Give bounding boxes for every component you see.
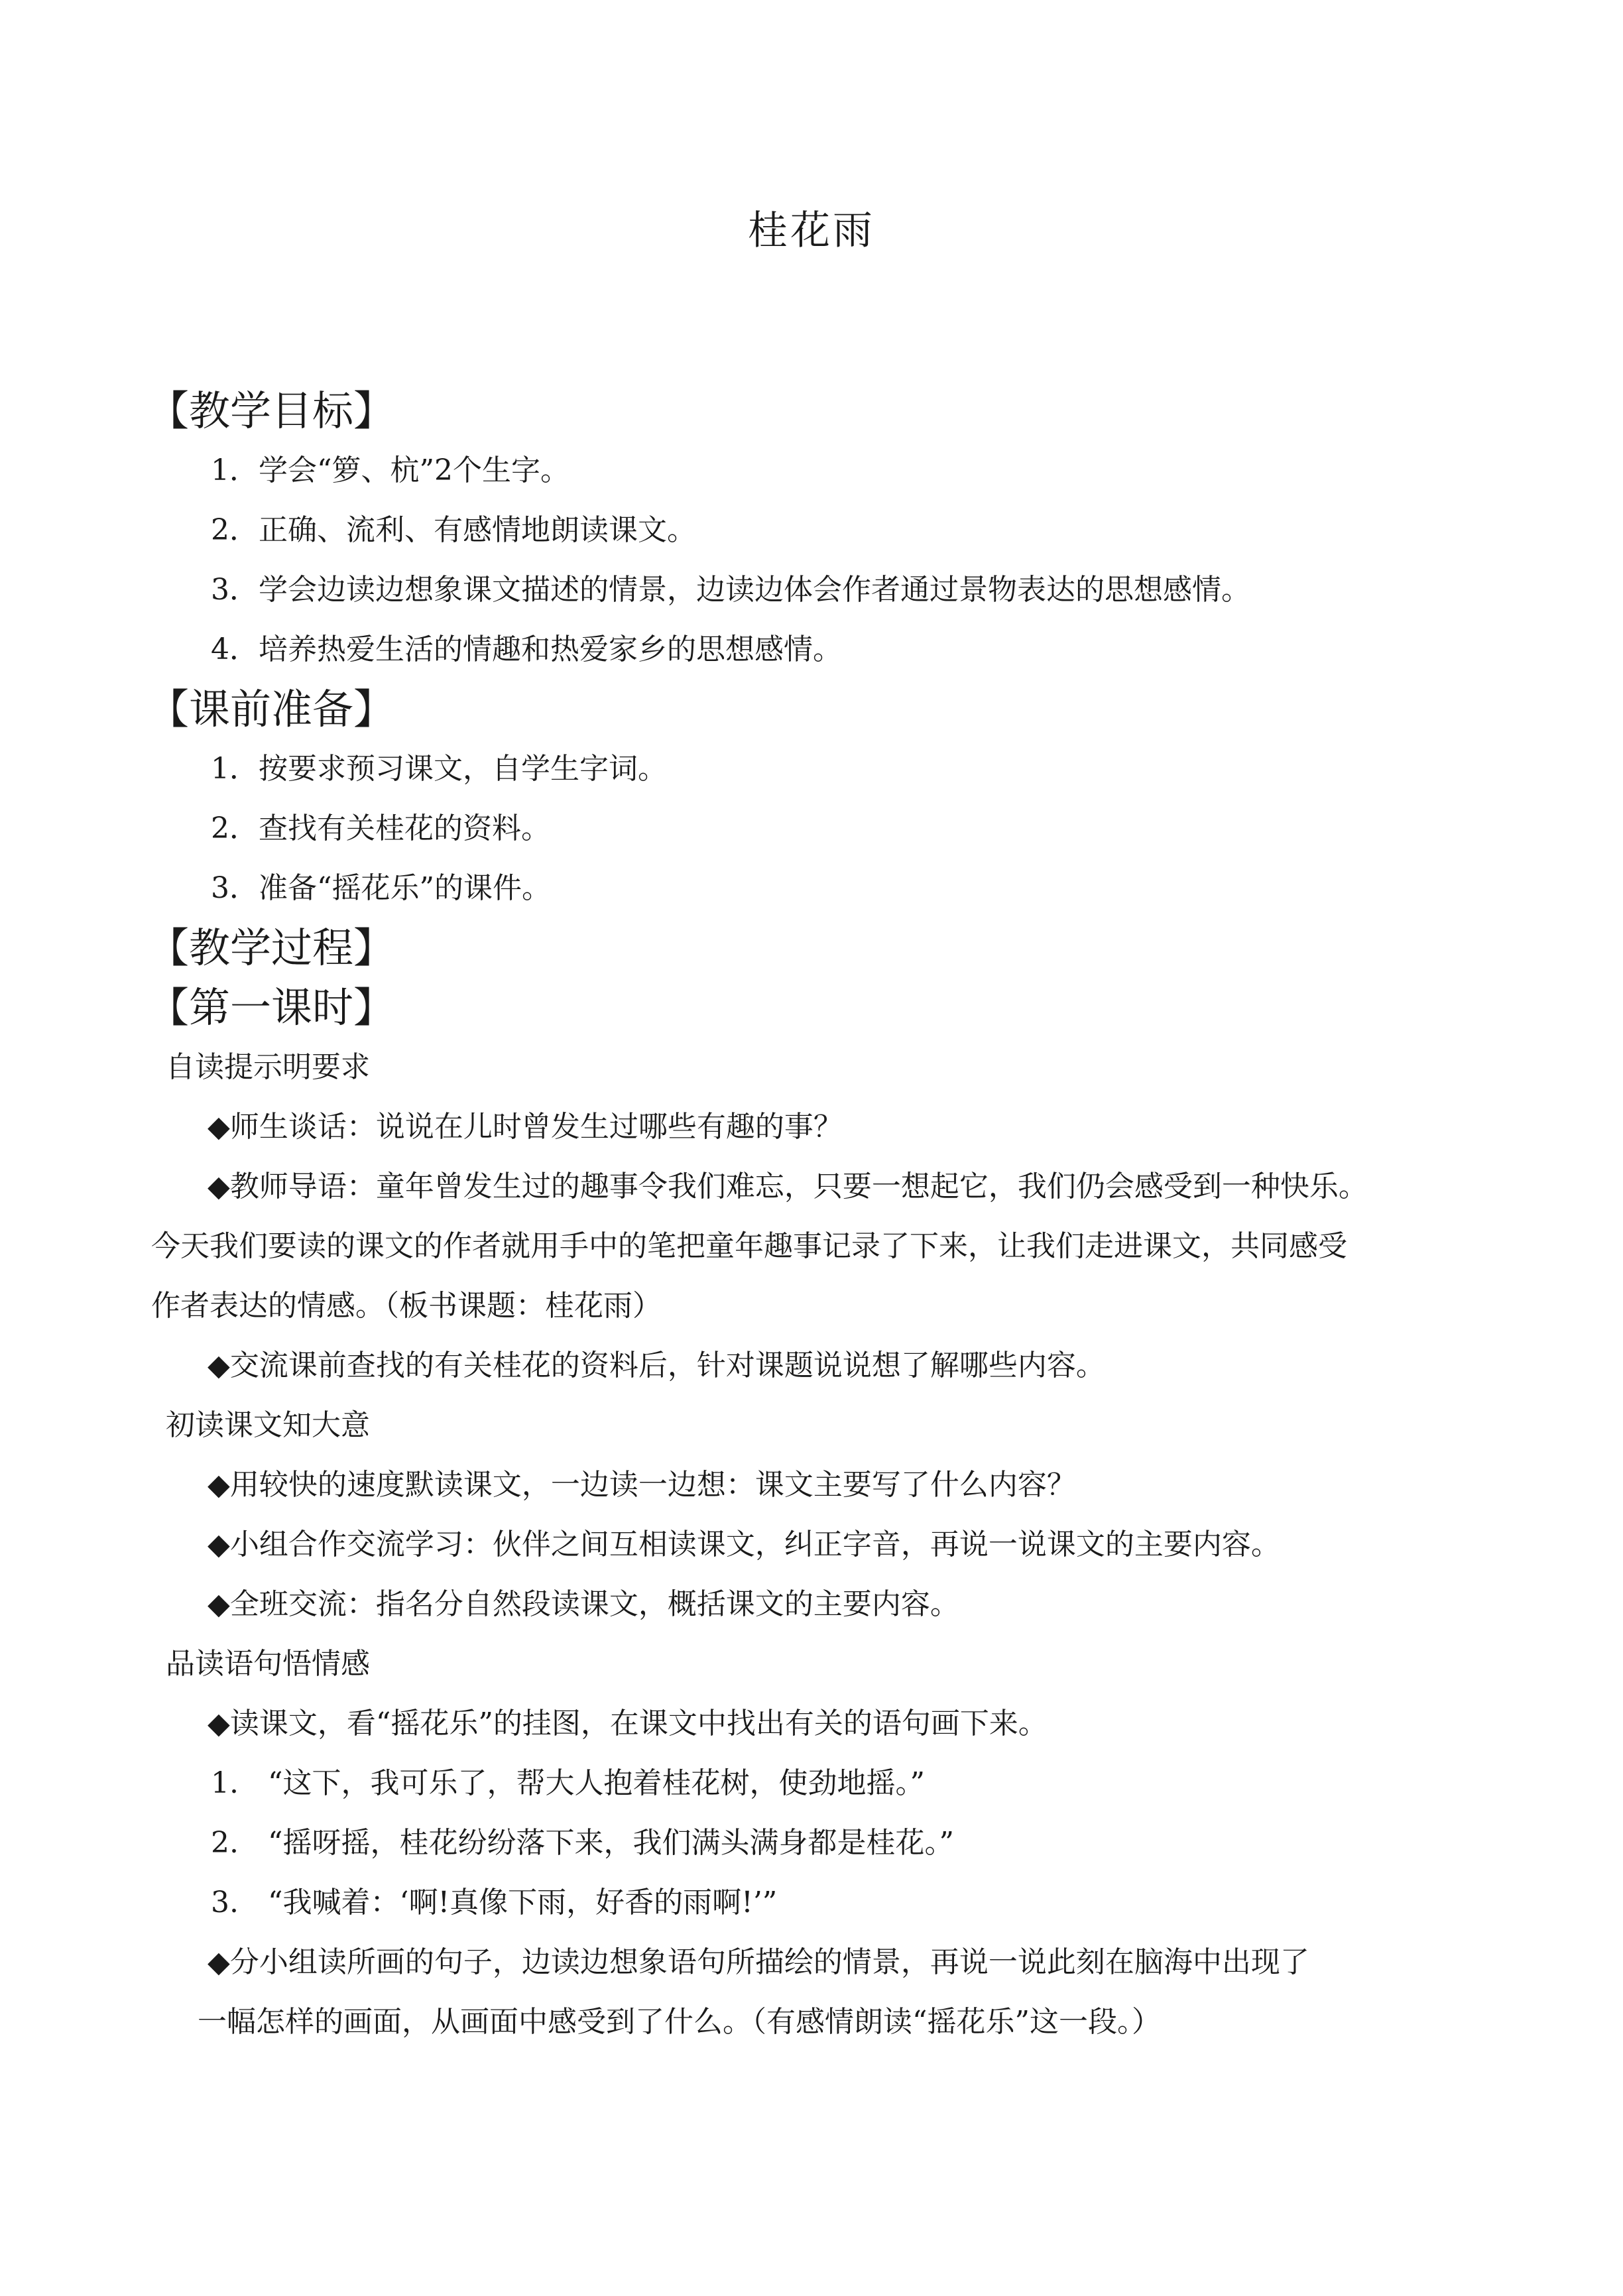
list-item: ◆教师导语：童年曾发生过的趣事令我们难忘，只要一想起它，我们仍会感受到一种快乐。 [208,1170,1368,1203]
prep-item: 3．准备“摇花乐”的课件。 [211,871,551,905]
subsection-title: 品读语句悟情感 [166,1647,370,1681]
subsection-title: 自读提示明要求 [166,1050,370,1084]
list-item: ◆交流课前查找的有关桂花的资料后，针对课题说说想了解哪些内容。 [208,1349,1105,1382]
list-item: ◆师生谈话：说说在儿时曾发生过哪些有趣的事？ [208,1110,843,1144]
section-heading-process: 【教学过程】 [148,924,395,972]
list-item-continuation: 一幅怎样的画面，从画面中感受到了什么。（有感情朗读“摇花乐”这一段。） [198,2005,1161,2039]
goal-item: 3．学会边读边想象课文描述的情景，边读边体会作者通过景物表达的思想感情。 [211,573,1250,607]
page-title: 桂花雨 [748,208,875,254]
quote-item: 1. “这下，我可乐了，帮大人抱着桂花树，使劲地摇。” [211,1766,925,1800]
quote-item: 3. “我喊着：‘啊!真像下雨，好香的雨啊!’” [211,1886,778,1919]
list-item-continuation: 今天我们要读的课文的作者就用手中的笔把童年趣事记录了下来，让我们走进课文，共同感受 [151,1229,1347,1263]
subsection-title: 初读课文知大意 [166,1408,370,1442]
section-heading-prep: 【课前准备】 [148,685,395,733]
list-item: ◆用较快的速度默读课文，一边读一边想：课文主要写了什么内容？ [208,1468,1076,1502]
prep-item: 1．按要求预习课文，自学生字词。 [211,752,667,786]
prep-item: 2．查找有关桂花的资料。 [211,812,550,845]
goal-item: 1．学会“箩、杭”2个生字。 [211,453,570,487]
goal-item: 2．正确、流利、有感情地朗读课文。 [211,513,696,547]
section-heading-lesson1: 【第一课时】 [148,983,395,1032]
list-item: ◆读课文，看“摇花乐”的挂图，在课文中找出有关的语句画下来。 [208,1707,1048,1740]
document-body [148,381,1497,2052]
list-item: ◆全班交流：指名分自然段读课文，概括课文的主要内容。 [208,1587,959,1621]
goal-item: 4．培养热爱生活的情趣和热爱家乡的思想感情。 [211,633,842,666]
quote-item: 2. “摇呀摇，桂花纷纷落下来，我们满头满身都是桂花。” [211,1826,954,1860]
list-item-continuation: 作者表达的情感。（板书课题：桂花雨） [151,1289,662,1323]
list-item: ◆分小组读所画的句子，边读边想象语句所描绘的情景，再说一说此刻在脑海中出现了 [208,1945,1309,1979]
list-item: ◆小组合作交流学习：伙伴之间互相读课文，纠正字音，再说一说课文的主要内容。 [208,1528,1280,1561]
section-heading-goals: 【教学目标】 [148,387,395,435]
